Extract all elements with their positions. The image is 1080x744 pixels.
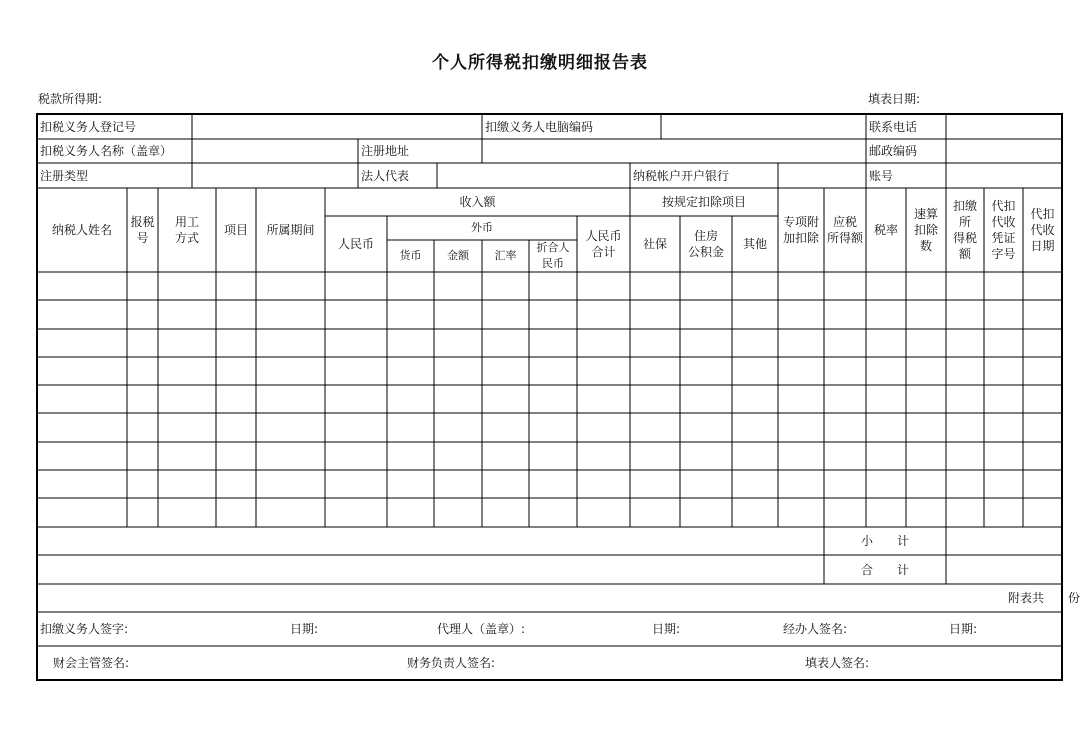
preparer-label: 填表人签名: — [805, 656, 870, 670]
col-statutory-deductions: 按规定扣除项目 — [661, 195, 746, 209]
attached-sheets-label: 附表共 份 — [1007, 591, 1080, 605]
form-title: 个人所得税扣缴明细报告表 — [432, 53, 648, 73]
col-rmb-total: 人民币 合计 — [585, 229, 622, 259]
date-label-2: 日期: — [652, 622, 681, 636]
col-special-additional-deduction: 专项附 加扣除 — [782, 215, 819, 245]
col-tax-rate: 税率 — [873, 223, 898, 237]
col-amount: 金额 — [447, 249, 469, 262]
withholder-name-label: 扣税义务人名称（盖章） — [40, 144, 173, 158]
registration-type-label: 注册类型 — [40, 168, 89, 183]
agent-seal-label: 代理人（盖章）: — [437, 622, 526, 636]
tax-period-label: 税款所得期: — [38, 92, 103, 106]
finance-head-label: 财务负责人签名: — [407, 656, 496, 670]
contact-phone-label: 联系电话 — [869, 119, 918, 134]
col-quick-deduction: 速算 扣除 数 — [913, 207, 938, 253]
col-currency: 货币 — [399, 249, 422, 262]
postal-code-label: 邮政编码 — [869, 144, 918, 158]
col-income-amount: 收入额 — [459, 195, 496, 209]
account-no-label: 账号 — [869, 168, 894, 183]
accounting-supervisor-label: 财会主管签名: — [53, 656, 130, 670]
tax-account-bank-label: 纳税帐户开户银行 — [633, 168, 730, 183]
subtotal-label: 小 计 — [860, 534, 909, 548]
col-foreign-currency: 外币 — [471, 221, 493, 234]
date-label-3: 日期: — [949, 622, 978, 636]
col-exchange-rate: 汇率 — [494, 249, 517, 262]
withholder-reg-no-label: 扣税义务人登记号 — [40, 119, 137, 134]
col-item: 项目 — [223, 223, 248, 237]
registered-address-label: 注册地址 — [361, 144, 410, 158]
withholder-sign-label: 扣缴义务人签字: — [40, 622, 129, 636]
handler-sign-label: 经办人签名: — [783, 622, 848, 636]
col-withholding-date: 代扣 代收 日期 — [1030, 207, 1055, 253]
col-other: 其他 — [742, 237, 767, 251]
date-label-1: 日期: — [290, 622, 319, 636]
fill-date-label: 填表日期: — [868, 92, 921, 106]
col-converted-rmb: 折合人 民币 — [536, 241, 570, 270]
col-taxable-income: 应税 所得额 — [826, 215, 863, 245]
col-social-insurance: 社保 — [642, 237, 667, 251]
col-employment-type: 用工 方式 — [174, 215, 199, 245]
withholder-computer-code-label: 扣缴义务人电脑编码 — [485, 119, 594, 134]
col-report-no: 报税 号 — [130, 215, 155, 245]
col-withheld-tax: 扣缴 所 得税 额 — [952, 199, 977, 261]
col-period: 所属期间 — [266, 223, 315, 237]
col-voucher-no: 代扣 代收 凭证 字号 — [991, 199, 1016, 261]
col-rmb: 人民币 — [337, 237, 374, 251]
total-label: 合 计 — [860, 562, 909, 577]
col-taxpayer-name: 纳税人姓名 — [51, 223, 112, 237]
legal-representative-label: 法人代表 — [361, 168, 410, 183]
col-housing-fund: 住房 公积金 — [687, 229, 724, 259]
